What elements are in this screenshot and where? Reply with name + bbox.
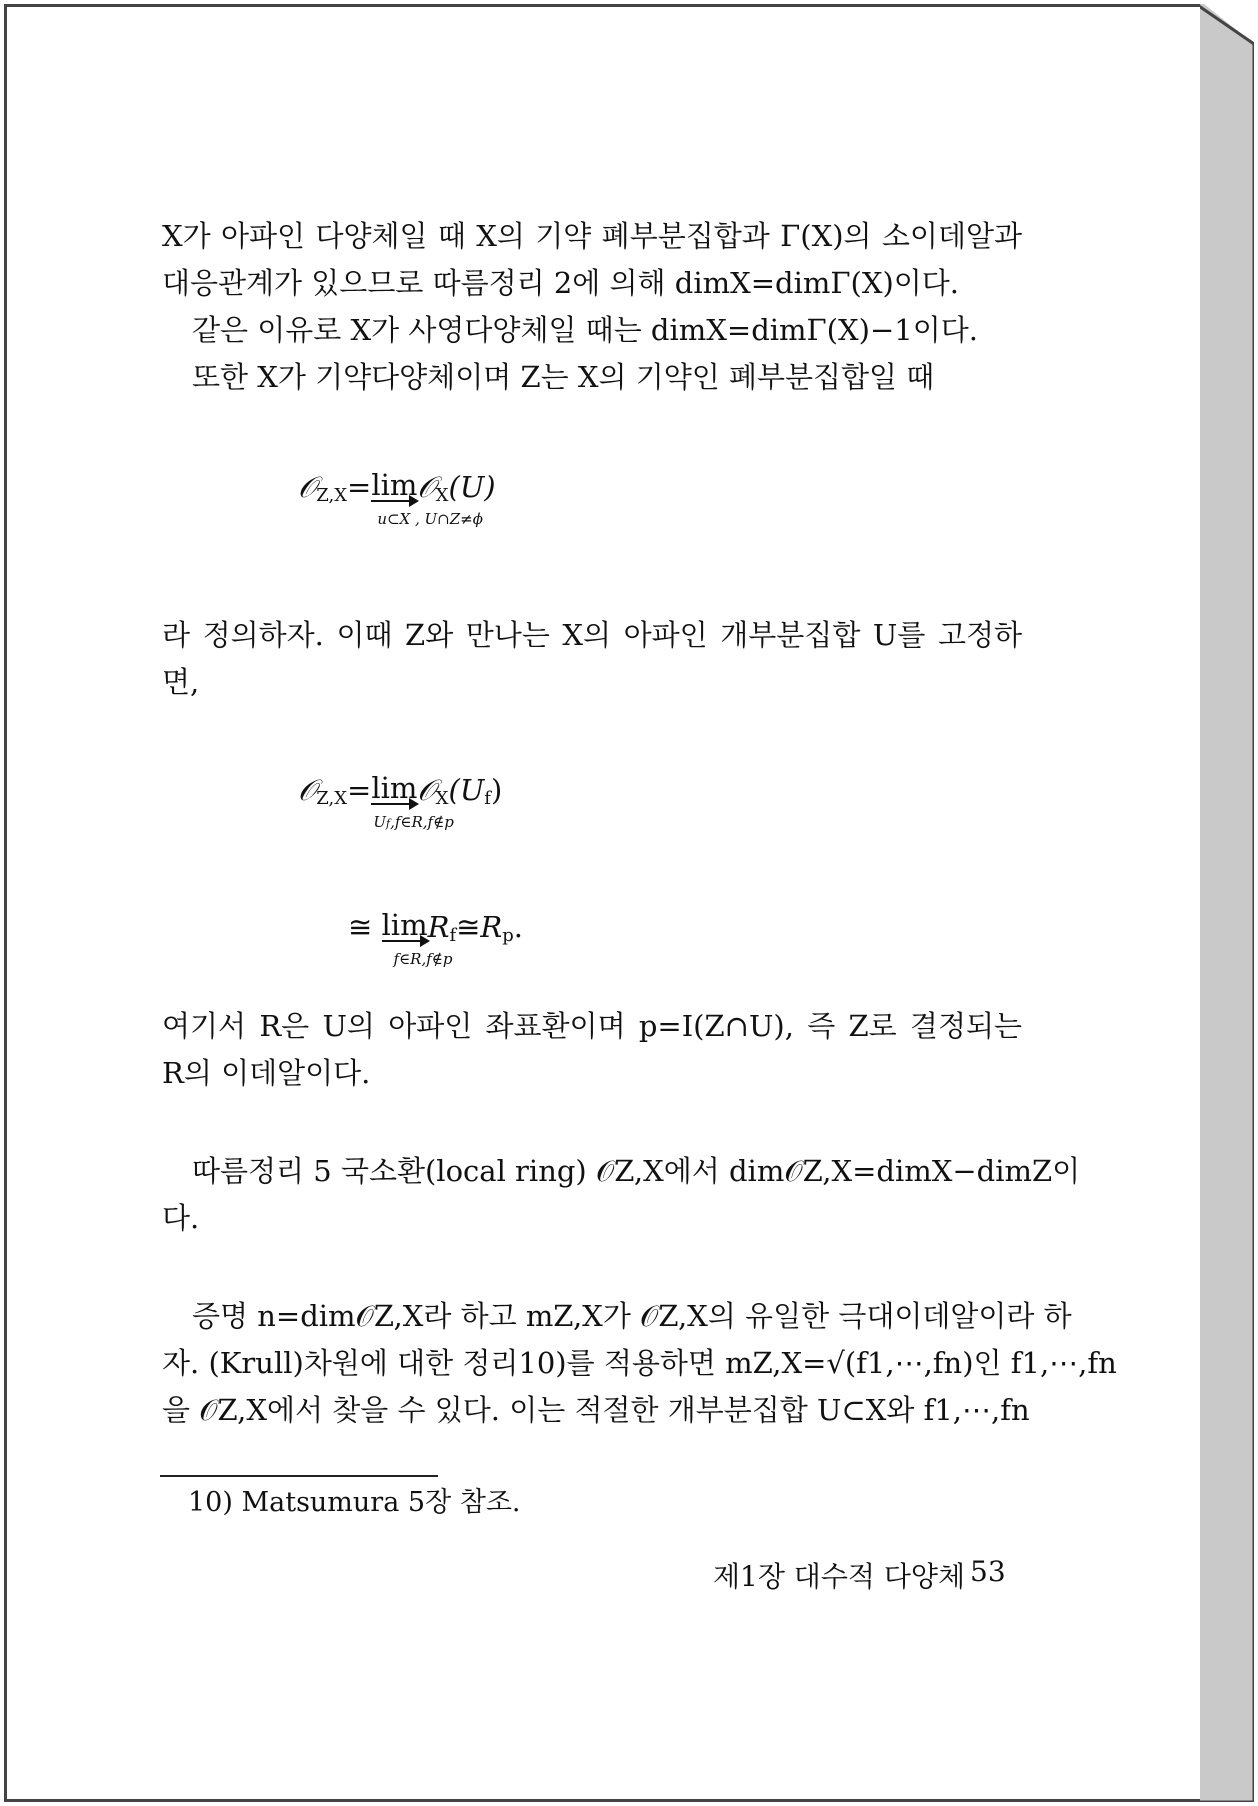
equals-sign: = bbox=[347, 773, 372, 807]
text-line: 자. (Krull)차원에 대한 정리10)를 적용하면 mZ,X=√(f1,⋯,fn)인 f1,⋯,fn bbox=[162, 1346, 1117, 1380]
subscript: X bbox=[435, 788, 449, 809]
limit-arrow bbox=[382, 940, 428, 942]
subscript: Z,X bbox=[316, 485, 348, 506]
direct-limit bbox=[381, 908, 453, 968]
proof bbox=[162, 1293, 1117, 1434]
limit-subscript: f∈R,f∉p bbox=[393, 950, 453, 968]
subscript: p bbox=[502, 925, 514, 946]
sheaf-symbol: 𝒪 bbox=[298, 773, 317, 807]
sheaf-symbol: 𝒪 bbox=[417, 470, 436, 504]
text-line: 증명 n=dim𝒪Z,X라 하고 mZ,X가 𝒪Z,X의 유일한 극대이데알이라 하 bbox=[192, 1299, 1072, 1333]
page-edge-shadow bbox=[1196, 4, 1254, 1802]
subscript: Z,X bbox=[316, 788, 348, 809]
ring-symbol: R bbox=[480, 910, 503, 944]
text-line: 여기서 R은 U의 아파인 좌표환이며 p=I(Z∩U), 즉 Z로 결정되는 bbox=[162, 1009, 1022, 1043]
text-line: 또한 X가 기약다양체이며 Z는 X의 기약인 폐부분집합일 때 bbox=[192, 360, 935, 394]
direct-limit bbox=[371, 468, 483, 528]
text-line: 대응관계가 있으므로 따름정리 2에 의해 dimX=dimΓ(X)이다. bbox=[162, 266, 960, 300]
subscript: X bbox=[435, 485, 449, 506]
equation-localization bbox=[298, 771, 503, 831]
lim-text: lim bbox=[381, 908, 428, 942]
text-line: 을 𝒪Z,X에서 찾을 수 있다. 이는 적절한 개부분집합 U⊂X와 f1,⋯,fn bbox=[162, 1393, 1030, 1427]
paragraph-intro bbox=[162, 213, 1022, 401]
footnote: 10) Matsumura 5장 참조. bbox=[188, 1487, 521, 1518]
direct-limit bbox=[371, 771, 454, 831]
text-line: 다. bbox=[162, 1201, 200, 1235]
argument: (U) bbox=[448, 470, 496, 504]
subscript: f bbox=[449, 925, 457, 946]
argument: (U bbox=[448, 773, 485, 807]
text-line: 따름정리 5 국소환(local ring) 𝒪Z,X에서 dim𝒪Z,X=dimX−dimZ이 bbox=[192, 1154, 1081, 1188]
equals-sign: = bbox=[347, 470, 372, 504]
argument-close: ) bbox=[490, 773, 503, 807]
lim-text: lim bbox=[371, 771, 418, 805]
period: . bbox=[513, 910, 524, 944]
sheaf-symbol: 𝒪 bbox=[417, 773, 436, 807]
corollary-5 bbox=[162, 1148, 1081, 1242]
text-line: X가 아파인 다양체일 때 X의 기약 폐부분집합과 Γ(X)의 소이데알과 bbox=[162, 219, 1022, 253]
equation-isomorphism bbox=[348, 908, 524, 968]
paragraph-coordinate-ring bbox=[162, 1003, 1022, 1097]
limit-arrow bbox=[371, 500, 417, 502]
equation-local-ring-def bbox=[298, 468, 496, 528]
text-line: 같은 이유로 X가 사영다양체일 때는 dimX=dimΓ(X)−1이다. bbox=[192, 313, 978, 347]
limit-subscript: u⊂X , U∩Z≠ϕ bbox=[377, 510, 483, 528]
sheaf-symbol: 𝒪 bbox=[298, 470, 317, 504]
congruence-sign: ≅ bbox=[348, 910, 373, 944]
paragraph-definition bbox=[162, 612, 1022, 706]
limit-arrow bbox=[371, 803, 417, 805]
lim-text: lim bbox=[371, 468, 418, 502]
congruence-sign: ≅ bbox=[456, 910, 481, 944]
footnote-rule bbox=[160, 1475, 438, 1477]
limit-subscript: Uf,f∈R,f∉p bbox=[373, 813, 454, 831]
page-number: 53 bbox=[970, 1555, 1006, 1588]
running-head: 제1장 대수적 다양체 bbox=[713, 1560, 966, 1593]
ring-symbol: R bbox=[427, 910, 450, 944]
text-line: 면, bbox=[162, 665, 200, 699]
text-line: 라 정의하자. 이때 Z와 만나는 X의 아파인 개부분집합 U를 고정하 bbox=[162, 618, 1022, 652]
text-line: R의 이데알이다. bbox=[162, 1056, 371, 1090]
subscript: f bbox=[484, 788, 491, 809]
